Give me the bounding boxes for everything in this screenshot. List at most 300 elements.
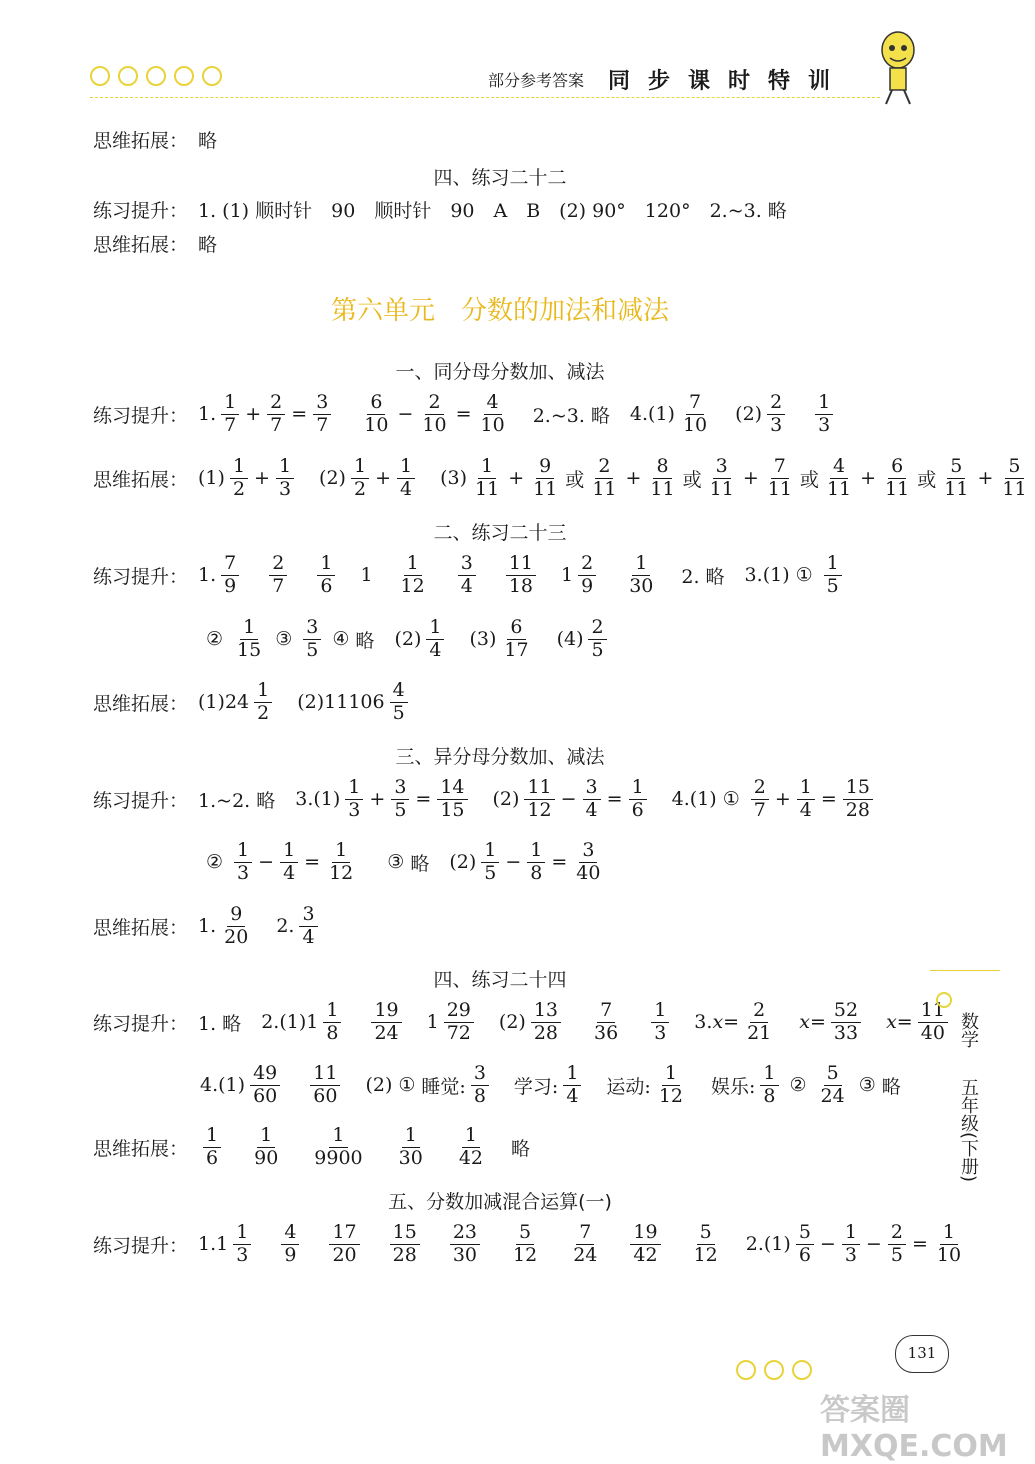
numerator: 5 (516, 1222, 534, 1245)
numerator: 2 (767, 392, 785, 415)
label-text: 运动: (606, 1075, 651, 1098)
denominator: 15 (440, 798, 465, 821)
numerator: 1 (797, 777, 815, 800)
side-grade: 五年级 (958, 1078, 979, 1132)
label-text: 娱乐: (711, 1075, 756, 1098)
variable: x= (886, 1011, 913, 1034)
number: 1 (216, 1233, 229, 1256)
numerator: 17 (329, 1222, 359, 1245)
practice-label: 练习提升： (93, 1234, 189, 1257)
section-heading: 二、练习二十三 (433, 522, 567, 544)
decor-circle (202, 66, 222, 86)
fraction (329, 1222, 359, 1267)
fraction (626, 553, 656, 598)
number: 1 (360, 564, 373, 587)
fraction (221, 904, 251, 949)
fraction (203, 1125, 221, 1170)
answer-text: 1. (1) 顺时针 90 顺时针 90 A B (2) 90° 120° 2.~3. 略 (198, 200, 787, 222)
answer-line (200, 1063, 901, 1108)
denominator: 8 (326, 1021, 339, 1044)
fraction (234, 840, 252, 885)
numerator: 2 (751, 777, 769, 800)
operator: = (455, 403, 472, 426)
decor-circle (174, 66, 194, 86)
operator: + (860, 467, 877, 490)
answer-text: 2. 略 (681, 565, 725, 588)
fraction (629, 777, 647, 822)
fraction (656, 1063, 686, 1108)
operator: + (774, 788, 791, 811)
fraction (269, 553, 287, 598)
part-number: (2) (365, 1074, 393, 1097)
denominator: 24 (374, 1021, 399, 1044)
number: 24 (224, 691, 250, 714)
fraction (390, 1222, 420, 1267)
numerator: 9 (536, 456, 554, 479)
or-text: 或 (682, 468, 702, 491)
numerator: 1 (563, 1063, 581, 1086)
answer-line (93, 1222, 969, 1267)
part-number: (1) (198, 467, 225, 490)
operator: = (911, 1233, 928, 1256)
part-number: (1) (762, 564, 790, 587)
fraction (351, 456, 369, 501)
numerator: 2 (425, 392, 443, 415)
header-decor-circles (90, 66, 222, 86)
denominator: 36 (594, 1021, 619, 1044)
operator: − (865, 1233, 882, 1256)
operator: − (505, 851, 522, 874)
section-heading: 一、同分母分数加、减法 (395, 361, 605, 383)
numerator: 1 (345, 777, 363, 800)
numerator: 3 (303, 617, 321, 640)
denominator: 6 (631, 798, 644, 821)
fraction (999, 456, 1029, 501)
answer-text: 略 (198, 130, 218, 152)
watermark: 答案圈 MXQE.COM (820, 1393, 1008, 1464)
fraction (506, 553, 536, 598)
denominator: 11 (944, 477, 969, 500)
numerator: 13 (531, 1000, 561, 1023)
circled-number: ④ (332, 628, 350, 651)
numerator: 1 (426, 617, 444, 640)
denominator: 20 (332, 1243, 357, 1266)
answer-text: 略 (511, 1137, 531, 1160)
numerator: 4 (390, 680, 408, 703)
operator: − (819, 1233, 836, 1256)
fraction (797, 777, 815, 822)
answer-line (93, 1000, 953, 1045)
numerator: 52 (831, 1000, 861, 1023)
denominator: 7 (270, 413, 283, 436)
numerator: 4 (281, 1222, 299, 1245)
denominator: 18 (508, 574, 533, 597)
denominator: 42 (633, 1243, 658, 1266)
denominator: 24 (573, 1243, 598, 1266)
fraction (796, 1222, 814, 1267)
fraction (478, 392, 508, 437)
numerator: 2 (595, 456, 613, 479)
denominator: 40 (920, 1021, 945, 1044)
header-rule (90, 97, 880, 98)
side-volume: (下册) (958, 1132, 979, 1183)
denominator: 5 (484, 861, 497, 884)
denominator: 6 (798, 1243, 811, 1266)
number: 1 (426, 1011, 439, 1034)
answer-line (93, 456, 1035, 501)
fraction (251, 1125, 281, 1170)
numerator: 5 (947, 456, 965, 479)
denominator: 4 (566, 1084, 579, 1107)
fraction (299, 904, 317, 949)
section-heading: 三、异分母分数加、减法 (395, 746, 605, 768)
page-number: 131 (895, 1335, 949, 1373)
answer-line (93, 777, 878, 822)
operator: + (508, 467, 525, 490)
denominator: 4 (429, 638, 442, 661)
circled-number: ① (795, 564, 813, 587)
section-heading: 五、分数加减混合运算(一) (388, 1191, 612, 1213)
fraction (230, 456, 248, 501)
fraction (888, 1222, 906, 1267)
numerator: 14 (437, 777, 467, 800)
part-number: (2) (297, 691, 325, 714)
answer-text: 1.~2. 略 (198, 789, 276, 812)
question-number: 1. (198, 1233, 217, 1256)
circled-number: ② (206, 851, 224, 874)
fraction (254, 680, 272, 725)
numerator: 1 (760, 1063, 778, 1086)
fraction (588, 617, 606, 662)
answer-line (93, 680, 413, 725)
part-number: (1) (218, 1074, 246, 1097)
side-subject: 数学 (958, 1012, 979, 1048)
practice-label: 练习提升： (93, 404, 189, 427)
denominator: 10 (936, 1243, 962, 1266)
part-number: (1) (313, 788, 341, 811)
denominator: 4 (283, 861, 296, 884)
denominator: 10 (682, 413, 708, 436)
operator: + (369, 788, 386, 811)
fraction (573, 840, 603, 885)
numerator: 5 (824, 1063, 842, 1086)
numerator: 1 (404, 553, 422, 576)
denominator: 30 (398, 1146, 423, 1169)
numerator: 15 (843, 777, 873, 800)
numerator: 1 (481, 840, 499, 863)
fraction (397, 456, 415, 501)
part-number: (1) (198, 691, 225, 714)
numerator: 1 (317, 553, 335, 576)
fraction (530, 456, 560, 501)
thinking-label: 思维拓展： (93, 234, 189, 256)
denominator: 3 (348, 798, 361, 821)
numerator: 1 (221, 392, 239, 415)
part-number: (2) (319, 467, 346, 490)
circled-number: ① (722, 788, 740, 811)
numerator: 15 (390, 1222, 420, 1245)
numerator: 29 (444, 1000, 474, 1023)
denominator: 7 (272, 574, 285, 597)
numerator: 1 (254, 680, 272, 703)
numerator: 6 (507, 617, 525, 640)
denominator: 40 (576, 861, 601, 884)
fraction (941, 456, 971, 501)
question-number: 1. (198, 403, 217, 426)
numerator: 3 (579, 840, 597, 863)
numerator: 11 (310, 1063, 340, 1086)
answer-text: 2.~3. 略 (532, 404, 610, 427)
numerator: 1 (478, 456, 496, 479)
fraction (221, 553, 239, 598)
fraction (419, 392, 449, 437)
fraction (303, 617, 321, 662)
denominator: 30 (629, 574, 654, 597)
fraction (398, 553, 428, 598)
denominator: 33 (833, 1021, 859, 1044)
denominator: 12 (693, 1243, 718, 1266)
denominator: 5 (392, 701, 405, 724)
denominator: 8 (473, 1084, 486, 1107)
fraction (842, 1222, 860, 1267)
question-number: 3. (744, 564, 763, 587)
numerator: 3 (391, 777, 409, 800)
fraction (221, 392, 239, 437)
operator: = (606, 788, 623, 811)
denominator: 11 (826, 477, 852, 500)
numerator: 1 (397, 456, 415, 479)
denominator: 3 (654, 1021, 667, 1044)
denominator: 5 (394, 798, 407, 821)
fraction (390, 680, 408, 725)
footer-decor-circles (736, 1360, 812, 1380)
fraction (426, 617, 444, 662)
decor-circle (736, 1360, 756, 1380)
operator: = (291, 403, 308, 426)
section-heading: 四、练习二十四 (433, 969, 567, 991)
denominator: 4 (460, 574, 473, 597)
answer-text: 1. 略 (198, 1012, 242, 1035)
numerator: 7 (576, 1222, 594, 1245)
denominator: 20 (224, 925, 249, 948)
circled-number: ③ (858, 1074, 876, 1097)
denominator: 10 (364, 413, 389, 436)
numerator: 11 (506, 553, 536, 576)
fraction (481, 840, 499, 885)
fraction (831, 1000, 861, 1045)
fraction (323, 1000, 341, 1045)
denominator: 12 (513, 1243, 538, 1266)
question-number: 2. (745, 1233, 764, 1256)
numerator: 5 (697, 1222, 715, 1245)
header-subtitle: 部分参考答案 (488, 71, 585, 90)
fraction (578, 553, 596, 598)
side-rule (930, 970, 1000, 971)
fraction (815, 392, 833, 437)
fraction (707, 456, 737, 501)
denominator: 10 (422, 413, 447, 436)
operator: = (415, 788, 432, 811)
label-text: 睡觉: (421, 1075, 466, 1098)
numerator: 8 (653, 456, 671, 479)
operator: + (742, 467, 759, 490)
answer-text: 略 (355, 629, 375, 652)
fraction (524, 777, 554, 822)
denominator: 11 (650, 477, 675, 500)
question-number: 2. (276, 915, 295, 938)
numerator: 5 (796, 1222, 814, 1245)
numerator: 1 (824, 553, 842, 576)
numerator: 1 (234, 840, 252, 863)
fraction (501, 617, 531, 662)
denominator: 9 (284, 1243, 297, 1266)
denominator: 30 (452, 1243, 477, 1266)
part-number: (1) (763, 1233, 791, 1256)
denominator: 90 (254, 1146, 279, 1169)
fraction (691, 1222, 721, 1267)
thinking-label: 思维拓展： (93, 692, 189, 715)
numerator: 1 (280, 840, 298, 863)
practice-label: 练习提升： (93, 200, 189, 222)
numerator: 1 (662, 1063, 680, 1086)
question-number: 3. (694, 1011, 713, 1034)
denominator: 11 (709, 477, 734, 500)
denominator: 60 (313, 1084, 338, 1107)
fraction (311, 1125, 365, 1170)
fraction (531, 1000, 561, 1045)
decor-circle (118, 66, 138, 86)
answer-text: 略 (198, 234, 218, 256)
operator: − (258, 851, 275, 874)
numerator: 1 (323, 1000, 341, 1023)
fraction (824, 553, 842, 598)
numerator: 2 (267, 392, 285, 415)
numerator: 2 (588, 617, 606, 640)
numerator: 7 (686, 392, 704, 415)
denominator: 3 (236, 1243, 249, 1266)
label-text: 学习: (513, 1075, 559, 1098)
part-number: (2) (394, 628, 422, 651)
denominator: 2 (353, 477, 367, 500)
fraction (751, 777, 769, 822)
denominator: 15 (237, 638, 262, 661)
denominator: 28 (533, 1021, 559, 1044)
denominator: 3 (278, 477, 292, 500)
denominator: 3 (818, 413, 831, 436)
numerator: 6 (888, 456, 906, 479)
denominator: 10 (480, 413, 505, 436)
part-number: (2) (735, 403, 763, 426)
fraction (818, 1063, 848, 1108)
answer-line (200, 840, 608, 885)
operator: − (560, 788, 577, 811)
numerator: 1 (462, 1125, 480, 1148)
side-tab (948, 1012, 988, 1182)
denominator: 24 (820, 1084, 845, 1107)
denominator: 12 (658, 1084, 683, 1107)
denominator: 5 (306, 638, 319, 661)
numerator: 3 (299, 904, 317, 927)
denominator: 9 (224, 574, 237, 597)
fraction (444, 1000, 474, 1045)
denominator: 11 (533, 477, 558, 500)
fraction (250, 1063, 280, 1108)
numerator: 1 (233, 1222, 251, 1245)
answer-text: 略 (410, 852, 430, 875)
practice-label: 练习提升： (93, 1012, 189, 1035)
denominator: 7 (753, 798, 766, 821)
numerator: 7 (597, 1000, 615, 1023)
part-number: (2) (449, 851, 477, 874)
numerator: 1 (632, 553, 650, 576)
fraction (233, 1222, 251, 1267)
fraction (680, 392, 710, 437)
number: 1 (306, 1011, 319, 1034)
fraction (391, 777, 409, 822)
practice-label: 练习提升： (93, 789, 189, 812)
fraction (234, 617, 264, 662)
circled-number: ③ (387, 851, 405, 874)
part-number: (1) (648, 403, 675, 426)
fraction (371, 1000, 401, 1045)
fraction (767, 392, 785, 437)
question-number: 4. (671, 788, 690, 811)
fraction (527, 840, 545, 885)
numerator: 1 (351, 456, 369, 479)
denominator: 12 (400, 574, 425, 597)
denominator: 5 (591, 638, 604, 661)
numerator: 3 (471, 1063, 489, 1086)
denominator: 5 (826, 574, 839, 597)
answer-line (93, 553, 847, 598)
number: 11106 (324, 691, 385, 714)
question-number: 1. (198, 564, 217, 587)
numerator: 1 (332, 840, 350, 863)
numerator: 1 (329, 1125, 347, 1148)
fraction (760, 1063, 778, 1108)
fraction (843, 777, 873, 822)
fraction (345, 777, 363, 822)
denominator: 6 (320, 574, 333, 597)
part-number: (3) (469, 628, 497, 651)
numerator: 4 (830, 456, 848, 479)
question-number: 4. (200, 1074, 219, 1097)
denominator: 2 (232, 477, 246, 500)
answer-line (93, 904, 323, 949)
numerator: 2 (750, 1000, 768, 1023)
answer-line (200, 617, 612, 662)
fraction (934, 1222, 964, 1267)
numerator: 1 (240, 617, 258, 640)
fraction (583, 777, 601, 822)
numerator: 11 (524, 777, 554, 800)
fraction (510, 1222, 540, 1267)
part-number: (4) (556, 628, 584, 651)
fraction (563, 1063, 581, 1108)
denominator: 60 (253, 1084, 278, 1107)
thinking-label: 思维拓展： (93, 130, 189, 152)
denominator: 17 (504, 638, 529, 661)
fraction (437, 777, 467, 822)
part-number: (2) (498, 1011, 526, 1034)
fraction (281, 1222, 299, 1267)
numerator: 19 (630, 1222, 660, 1245)
or-text: 或 (799, 468, 819, 491)
part-number: (1) (279, 1011, 307, 1034)
numerator: 23 (450, 1222, 480, 1245)
numerator: 3 (313, 392, 331, 415)
answer-line (93, 126, 217, 153)
